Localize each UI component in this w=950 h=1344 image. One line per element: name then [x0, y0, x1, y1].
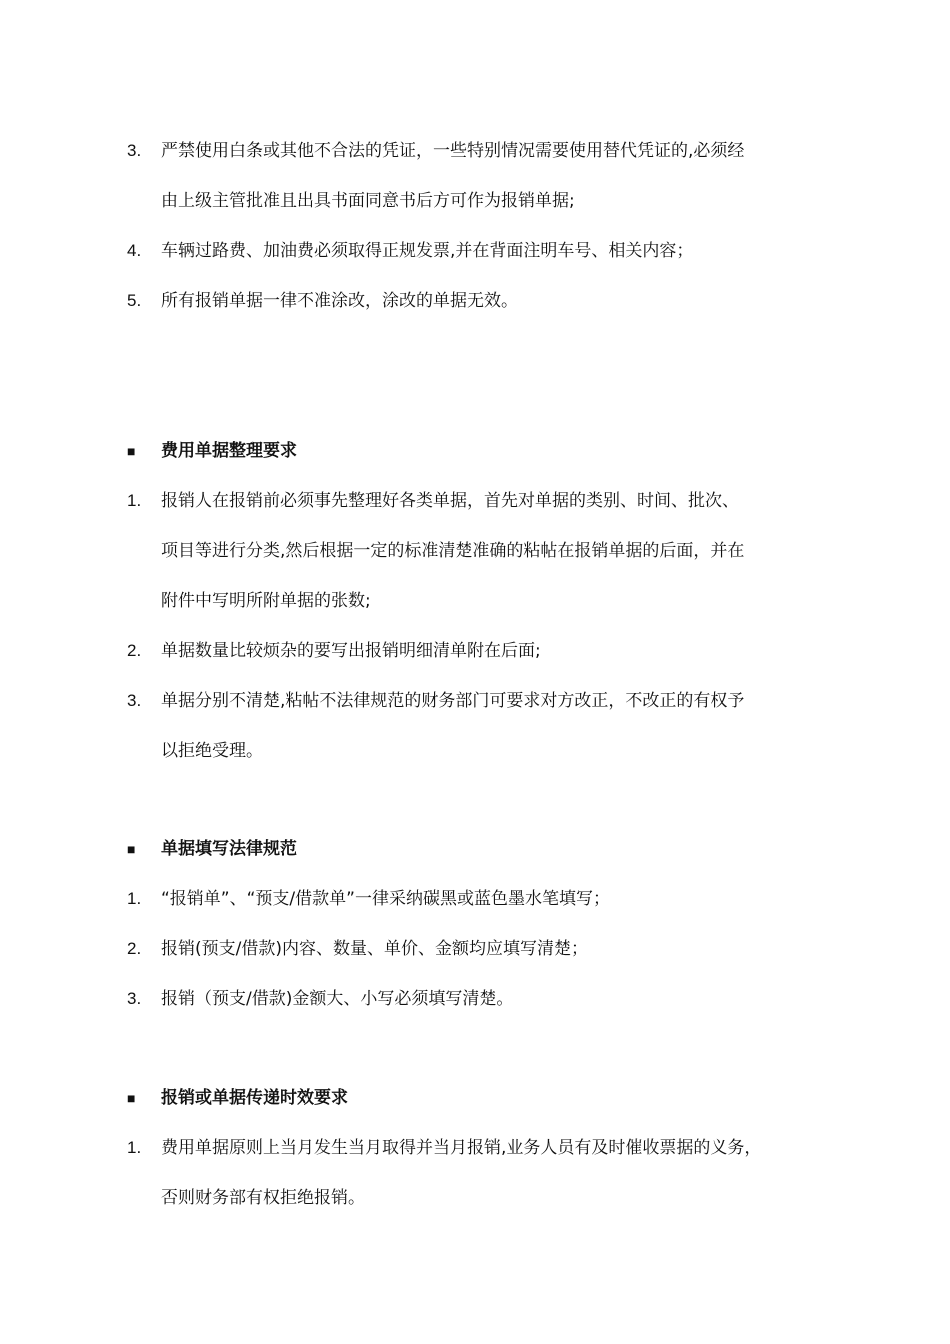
list-item [127, 874, 827, 924]
list-number: 1. [127, 1138, 142, 1157]
list-text-line: 报销人在报销前必须事先整理好各类单据，首先对单据的类别、时间、批次、 [161, 491, 739, 511]
list-number: 1. [127, 491, 142, 510]
section-title: 单据填写法律规范 [161, 839, 297, 859]
list-text-line: 否则财务部有权拒绝报销。 [161, 1188, 365, 1208]
list-text-line: 由上级主管批准且出具书面同意书后方可作为报销单据; [161, 191, 575, 211]
list-text-line: 以拒绝受理。 [161, 741, 263, 761]
square-bullet-icon: ■ [127, 1090, 136, 1106]
list-text-line: 费用单据原则上当月发生当月取得并当月报销,业务人员有及时催收票据的义务， [161, 1138, 762, 1158]
list-text-line: 项目等进行分类,然后根据一定的标准清楚准确的粘帖在报销单据的后面，并在 [161, 541, 745, 561]
section-heading [127, 426, 827, 476]
list-text-line: 报销（预支/借款)金额大、小写必须填写清楚。 [161, 989, 514, 1009]
list-text-line: 单据数量比较烦杂的要写出报销明细清单附在后面; [161, 641, 541, 661]
list-number: 4. [127, 241, 142, 260]
list-text-line: 单据分别不清楚,粘帖不法律规范的财务部门可要求对方改正，不改正的有权予 [161, 691, 745, 711]
list-item [127, 974, 827, 1024]
square-bullet-icon: ■ [127, 443, 136, 459]
list-item [127, 1123, 827, 1223]
list-number: 5. [127, 291, 142, 310]
list-number: 1. [127, 889, 142, 908]
square-bullet-icon: ■ [127, 841, 136, 857]
section-title: 费用单据整理要求 [161, 441, 297, 461]
list-number: 2. [127, 939, 142, 958]
list-item [127, 476, 827, 626]
list-text-line: 附件中写明所附单据的张数; [161, 591, 371, 611]
list-number: 3. [127, 989, 142, 1008]
list-item [127, 626, 827, 676]
list-number: 3. [127, 691, 142, 710]
section-heading [127, 824, 827, 874]
list-number: 3. [127, 141, 142, 160]
list-text-line: 车辆过路费、加油费必须取得正规发票,并在背面注明车号、相关内容； [161, 241, 694, 261]
section-title: 报销或单据传递时效要求 [161, 1088, 348, 1108]
list-text-line: “报销单”、“预支/借款单”一律采纳碳黑或蓝色墨水笔填写； [161, 889, 610, 909]
list-text-line: 报销(预支/借款)内容、数量、单价、金额均应填写清楚； [161, 939, 588, 959]
section-heading [127, 1073, 827, 1123]
list-text-line: 严禁使用白条或其他不合法的凭证，一些特别情况需要使用替代凭证的,必须经 [161, 141, 745, 161]
list-text-line: 所有报销单据一律不准涂改，涂改的单据无效。 [161, 291, 518, 311]
list-item [127, 924, 827, 974]
list-item [127, 276, 827, 326]
list-item [127, 126, 827, 226]
list-item [127, 226, 827, 276]
list-item [127, 676, 827, 776]
list-number: 2. [127, 641, 142, 660]
